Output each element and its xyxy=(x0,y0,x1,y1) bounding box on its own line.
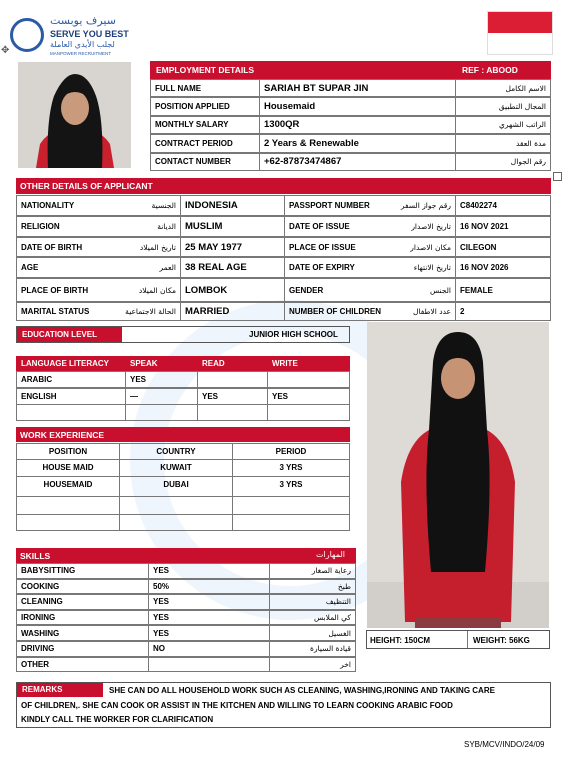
work-column-header: PERIOD xyxy=(232,443,350,460)
remarks-line-1: SHE CAN DO ALL HOUSEHOLD WORK SUCH AS CLEANING, WASHING,IRONING AND TAKING CARE xyxy=(109,686,495,695)
employment-value: +62-87873474867 xyxy=(259,153,456,171)
other-label-ar: العمر xyxy=(159,263,176,272)
other-label-text: DATE OF ISSUE xyxy=(289,222,350,231)
language-cell: ARABIC xyxy=(16,371,126,388)
ref-code: REF : ABOOD xyxy=(462,65,518,75)
language-cell: ENGLISH xyxy=(16,388,126,405)
other-label xyxy=(284,216,456,237)
skill-label-ar: اخر xyxy=(269,657,356,673)
height-value: HEIGHT: 150CM xyxy=(370,636,431,645)
skill-label-ar: التنظيف xyxy=(269,594,356,610)
other-value: 2 xyxy=(455,302,551,321)
other-label-text: RELIGION xyxy=(21,222,60,231)
other-label xyxy=(284,257,456,278)
skill-label-ar: الغسيل xyxy=(269,625,356,641)
skill-label: CLEANING xyxy=(16,594,149,610)
language-cell xyxy=(197,404,268,421)
other-value: MUSLIM xyxy=(180,216,285,237)
other-value: 16 NOV 2021 xyxy=(455,216,551,237)
other-label-text: GENDER xyxy=(289,285,324,295)
work-column-header: COUNTRY xyxy=(119,443,233,460)
weight-value: WEIGHT: 56KG xyxy=(473,636,530,645)
language-header: SPEAK xyxy=(125,356,198,371)
employment-label-ar: رقم الجوال xyxy=(455,153,551,171)
employment-label: CONTRACT PERIOD xyxy=(150,134,260,152)
education-value: JUNIOR HIGH SCHOOL xyxy=(249,330,338,339)
skill-label-ar: قيادة السيارة xyxy=(269,641,356,657)
language-cell xyxy=(267,404,350,421)
skill-label-ar: طبخ xyxy=(269,579,356,595)
language-cell: YES xyxy=(125,371,198,388)
skill-label: OTHER xyxy=(16,657,149,673)
work-cell: DUBAI xyxy=(119,476,233,497)
employment-value: 1300QR xyxy=(259,116,456,134)
applicant-portrait-photo xyxy=(18,62,131,168)
work-cell: 3 YRS xyxy=(232,459,350,477)
skill-label: DRIVING xyxy=(16,641,149,657)
corner-checkbox[interactable] xyxy=(553,172,562,181)
work-cell xyxy=(119,496,233,515)
other-label-ar: مكان الاصدار xyxy=(410,242,451,252)
other-label-ar: تاريخ الميلاد xyxy=(139,242,176,252)
work-cell: HOUSE MAID xyxy=(16,459,120,477)
skill-label: BABYSITTING xyxy=(16,563,149,579)
other-label-text: DATE OF BIRTH xyxy=(21,242,83,252)
employment-label-ar: الراتب الشهري xyxy=(455,116,551,134)
other-label-text: PASSPORT NUMBER xyxy=(289,201,370,210)
other-label xyxy=(16,278,181,302)
language-header: READ xyxy=(197,356,268,371)
other-label-text: NATIONALITY xyxy=(21,201,75,210)
other-label-text: PLACE OF ISSUE xyxy=(289,242,356,252)
other-value: LOMBOK xyxy=(180,278,285,302)
skill-label: COOKING xyxy=(16,579,149,595)
language-cell: — xyxy=(125,388,198,405)
logo-name: SERVE YOU BEST xyxy=(50,29,129,39)
employment-label-ar: الاسم الكامل xyxy=(455,79,551,97)
work-column-header: POSITION xyxy=(16,443,120,460)
language-cell: YES xyxy=(267,388,350,405)
work-cell xyxy=(16,496,120,515)
education-label: EDUCATION LEVEL xyxy=(17,327,122,342)
remarks-label: REMARKS xyxy=(17,683,103,697)
work-cell xyxy=(16,514,120,531)
language-cell xyxy=(125,404,198,421)
work-cell: HOUSEMAID xyxy=(16,476,120,497)
skill-label: IRONING xyxy=(16,610,149,626)
employment-label: POSITION APPLIED xyxy=(150,97,260,115)
move-handle-icon[interactable]: ✥ xyxy=(1,45,10,56)
skill-value: NO xyxy=(148,641,270,657)
language-header: WRITE xyxy=(267,356,350,371)
language-cell xyxy=(267,371,350,388)
education-row xyxy=(16,326,350,343)
logo-arabic: سيرف يوبست xyxy=(50,14,116,27)
skill-label-ar: كي الملابس xyxy=(269,610,356,626)
skill-value: 50% xyxy=(148,579,270,595)
skill-value: YES xyxy=(148,610,270,626)
other-label-ar: رقم جواز السفر xyxy=(400,201,451,210)
logo-emblem-icon xyxy=(10,18,44,52)
other-label-text: MARITAL STATUS xyxy=(21,307,90,316)
other-label xyxy=(284,302,456,321)
skill-label-ar: رعاية الصغار xyxy=(269,563,356,579)
work-cell: 3 YRS xyxy=(232,476,350,497)
other-label-text: NUMBER OF CHILDREN xyxy=(289,307,381,316)
logo-sub: MANPOWER RECRUITMENT xyxy=(50,51,111,56)
logo-arabic-sub: لجلب الأيدي العاملة xyxy=(50,40,115,49)
other-label-ar: تاريخ الاصدار xyxy=(411,222,451,231)
language-cell xyxy=(197,371,268,388)
other-label xyxy=(16,257,181,278)
other-label-ar: تاريخ الانتهاء xyxy=(413,263,451,272)
other-label xyxy=(284,278,456,302)
other-value: INDONESIA xyxy=(180,195,285,216)
skill-value: YES xyxy=(148,594,270,610)
skill-value: YES xyxy=(148,563,270,579)
indonesia-flag xyxy=(487,11,553,55)
other-label-ar: عدد الاطفال xyxy=(413,307,451,316)
skills-header: SKILLS المهارات xyxy=(16,548,356,563)
other-value: FEMALE xyxy=(455,278,551,302)
language-cell xyxy=(16,404,126,421)
language-header: LANGUAGE LITERACY xyxy=(16,356,126,371)
work-cell xyxy=(232,514,350,531)
employment-label-ar: مدة العقد xyxy=(455,134,551,152)
other-label-text: PLACE OF BIRTH xyxy=(21,285,89,295)
employment-label: FULL NAME xyxy=(150,79,260,97)
other-value: MARRIED xyxy=(180,302,285,321)
employment-value: 2 Years & Renewable xyxy=(259,134,456,152)
other-label xyxy=(16,195,181,216)
other-value: 38 REAL AGE xyxy=(180,257,285,278)
other-label xyxy=(16,302,181,321)
work-cell: KUWAIT xyxy=(119,459,233,477)
employment-value: Housemaid xyxy=(259,97,456,115)
skill-value: YES xyxy=(148,625,270,641)
remarks-line-3: KINDLY CALL THE WORKER FOR CLARIFICATION xyxy=(21,715,214,724)
other-label-ar: الجنس xyxy=(429,285,451,295)
remarks-line-2: OF CHILDREN,. SHE CAN COOK OR ASSIST IN THE KITCHEN AND WILLING TO LEARN COOKING ARABIC FOOD xyxy=(21,701,453,710)
skills-header-ar: المهارات xyxy=(316,550,346,559)
other-value: C8402274 xyxy=(455,195,551,216)
measurements-row xyxy=(366,630,550,649)
footer-code: SYB/MCV/INDO/24/09 xyxy=(464,740,545,749)
other-label xyxy=(284,195,456,216)
skill-label: WASHING xyxy=(16,625,149,641)
employment-label: MONTHLY SALARY xyxy=(150,116,260,134)
other-label xyxy=(16,216,181,237)
work-cell xyxy=(232,496,350,515)
other-value: CILEGON xyxy=(455,237,551,257)
other-label-ar: الديانة xyxy=(157,222,176,231)
other-label-text: AGE xyxy=(21,263,39,272)
employment-header: EMPLOYMENT DETAILS REF : ABOOD xyxy=(150,61,551,79)
other-label xyxy=(16,237,181,257)
employment-value: SARIAH BT SUPAR JIN xyxy=(259,79,456,97)
remarks-section xyxy=(16,682,551,728)
other-label xyxy=(284,237,456,257)
other-details-header: OTHER DETAILS OF APPLICANT xyxy=(16,178,551,194)
other-label-text: DATE OF EXPIRY xyxy=(289,263,355,272)
work-cell xyxy=(119,514,233,531)
other-label-ar: مكان الميلاد xyxy=(138,285,176,295)
skill-value xyxy=(148,657,270,673)
employment-label: CONTACT NUMBER xyxy=(150,153,260,171)
applicant-full-body-photo xyxy=(367,322,549,628)
employment-label-ar: المجال التطبيق xyxy=(455,97,551,115)
other-label-ar: الحالة الاجتماعية xyxy=(125,307,176,316)
company-logo xyxy=(8,14,138,60)
language-cell: YES xyxy=(197,388,268,405)
other-label-ar: الجنسية xyxy=(151,201,176,210)
work-header: WORK EXPERIENCE xyxy=(16,427,350,442)
other-value: 16 NOV 2026 xyxy=(455,257,551,278)
other-value: 25 MAY 1977 xyxy=(180,237,285,257)
